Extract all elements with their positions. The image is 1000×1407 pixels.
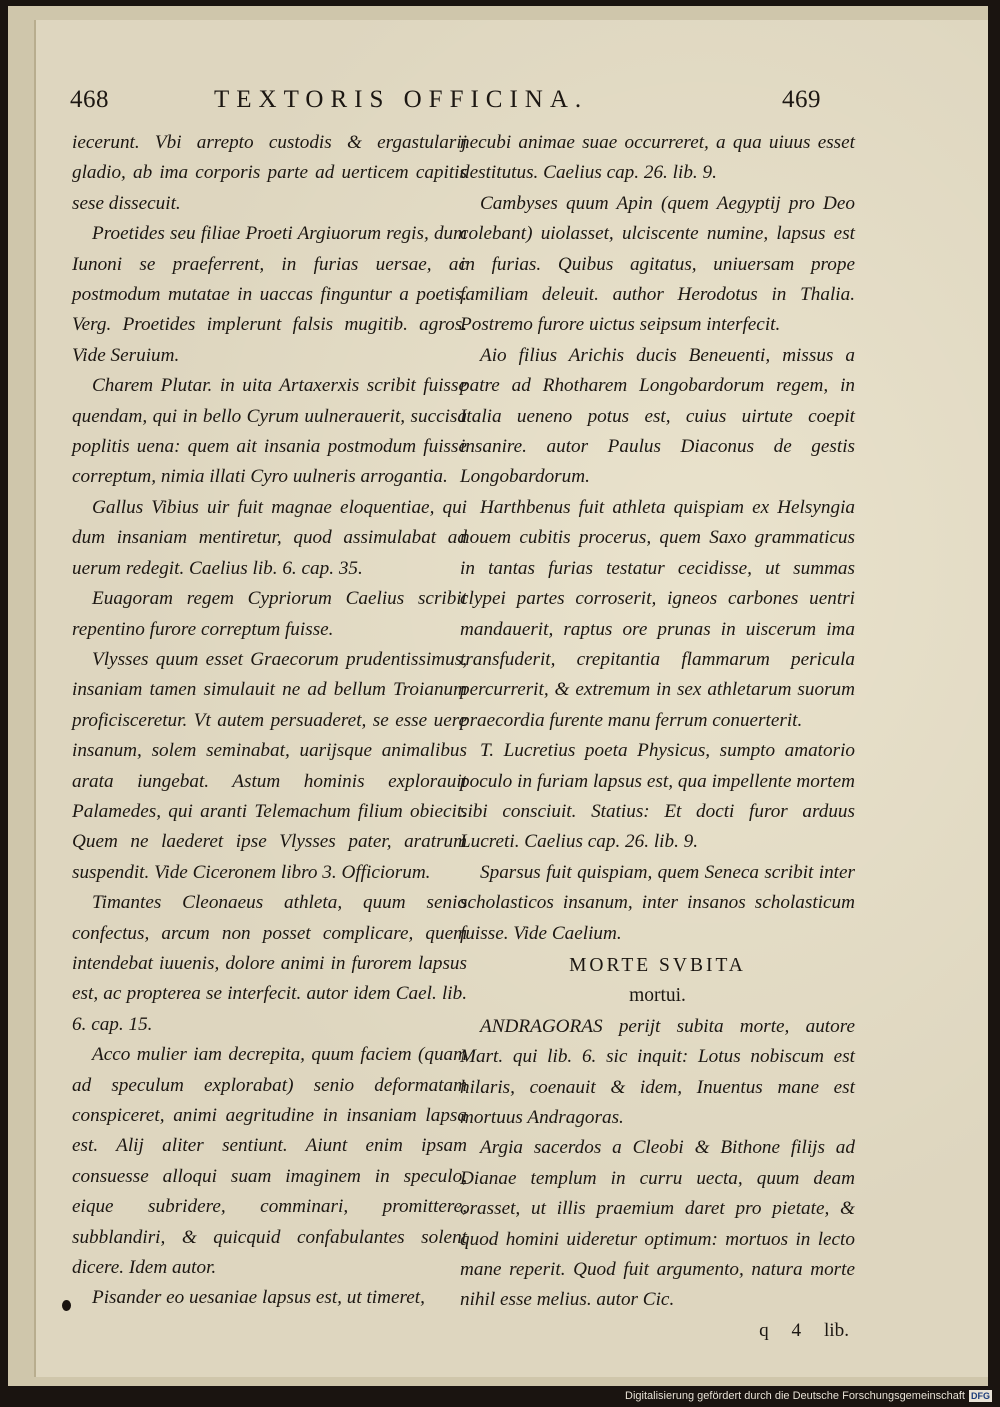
digitization-footer xyxy=(625,1387,992,1405)
paragraph: Timantes Cleonaeus athleta, quum senio confectus, arcum non posset complicare, quem intendebat iuuenis, dolore animi in furorem lapsus est, ac propterea se interfecit. autor idem Cael. lib. 6. cap. 15. xyxy=(72,892,467,1035)
page-number-right: 469 xyxy=(782,86,821,113)
page-number-left: 468 xyxy=(70,86,109,113)
paragraph: Vlysses quum esset Graecorum prudentissimus, insaniam tamen simulauit ne ad bellum Troianum proficisceretur. Vt autem persuaderet, se esse uere insanum, solem seminabat, uarijsque animalibus arata iungebat. Astum hominis explorauit Palamedes, qui aranti Telemachum filium obiecit. Quem ne laederet ipse Vlysses pater, aratrum suspendit. Vide Ciceronem libro 3. Officiorum. xyxy=(72,648,467,883)
paragraph: Acco mulier iam decrepita, quum faciem (quam ad speculum explorabat) senio deformatam conspiceret, animi aegritudine in insaniam lapsa est. Alij aliter sentiunt. Aiunt enim ipsam consuesse alloqui suam imaginem in speculo, eique subridere, comminari, promittere, subblandiri, & quicquid confabulantes solent dicere. Idem autor. xyxy=(72,1044,467,1279)
dfg-logo-icon: DFG xyxy=(971,1391,990,1401)
paragraph: Aio filius Arichis ducis Beneuenti, missus a patre ad Rhotharem Longobardorum regem, in Italia ueneno potus est, cuius uirtute coepit insanire. autor Paulus Diaconus de gestis Longobardorum. xyxy=(460,344,855,488)
signature-mark: q 4 lib. xyxy=(759,1319,849,1341)
section-title: MORTE SVBITA xyxy=(569,954,746,976)
book-page xyxy=(34,20,988,1377)
paragraph: Gallus Vibius uir fuit magnae eloquentiae, qui dum insaniam mentiretur, quod assimulabat ad uerum redegit. Caelius lib. 6. cap. 35. xyxy=(72,496,467,579)
paragraph: Sparsus fuit quispiam, quem Seneca scribit inter scholasticos insanum, inter insanos scholasticum fuisse. Vide Caelium. xyxy=(460,861,855,944)
paragraph: Argia sacerdos a Cleobi & Bithone filijs ad Dianae templum in curru uecta, quum deam orasset, ut illis praemium daret pro pietate, & quod homini uideretur optimum: mortuos in lecto mane reperit. Quod fuit argumento, natura morte nihil esse melius. autor Cic. xyxy=(460,1137,855,1311)
footer-credit: Digitalisierung gefördert durch die Deutsche Forschungsgemeinschaft xyxy=(625,1390,965,1402)
paragraph: necubi animae suae occurreret, a qua uiuus esset destitutus. Caelius cap. 26. lib. 9. xyxy=(460,132,855,184)
section-subtitle: mortui. xyxy=(629,985,686,1007)
paper-background xyxy=(8,6,988,1386)
running-title: TEXTORIS OFFICINA. xyxy=(214,86,589,113)
paragraph: Euagoram regem Cypriorum Caelius scribit repentino furore correptum fuisse. xyxy=(72,588,467,640)
left-column xyxy=(72,128,467,1314)
paragraph: iecerunt. Vbi arrepto custodis & ergastularij gladio, ab ima corporis parte ad uerticem capitis sese dissecuit. xyxy=(72,132,467,214)
paragraph: T. Lucretius poeta Physicus, sumpto amatorio poculo in furiam lapsus est, qua impellente mortem sibi consciuit. Statius: Et docti furor arduus Lucreti. Caelius cap. 26. lib. 9. xyxy=(460,740,855,853)
ink-spot xyxy=(62,1300,71,1311)
paragraph: Charem Plutar. in uita Artaxerxis scribit fuisse quendam, qui in bello Cyrum uulnerauerit, succisa poplitis uena: quem ait insania postmodum fuisse correptum, nimia illati Cyro uulneris arrogantia. xyxy=(72,375,467,488)
page-header xyxy=(36,86,988,126)
paragraph: Cambyses quum Apin (quem Aegyptij pro Deo colebant) uiolasset, ulciscente numine, lapsus est in furias. Quibus agitatus, uniuersam prope familiam deleuit. author Herodotus in Thalia. Postremo furore uictus seipsum interfecit. xyxy=(460,192,855,336)
paragraph: Proetides seu filiae Proeti Argiuorum regis, dum Iunoni se praeferrent, in furias uersae, ac postmodum mutatae in uaccas finguntur a poetis. Verg. Proetides implerunt falsis mugitib. agros. Vide Seruium. xyxy=(72,223,467,366)
paragraph: Pisander eo uesaniae lapsus est, ut timeret, xyxy=(92,1287,425,1309)
paragraph: ANDRAGORAS perijt subita morte, autore Mart. qui lib. 6. sic inquit: Lotus nobiscum est hilaris, coenauit & idem, Inuentus mane est mortuus Andragoras. xyxy=(460,1015,855,1128)
paragraph: Harthbenus fuit athleta quispiam ex Helsyngia nouem cubitis procerus, quem Saxo grammaticus in tantas furias testatur cecidisse, ut summas clypei partes corroserit, igneos carbones uentri mandauerit, raptus ore prunas in uiscerum ima transfuderit, crepitantia flammarum pericula percurrerit, & extremum in sex athletarum suorum praecordia furente manu ferrum conuerterit. xyxy=(460,496,855,731)
right-column xyxy=(460,128,855,1346)
